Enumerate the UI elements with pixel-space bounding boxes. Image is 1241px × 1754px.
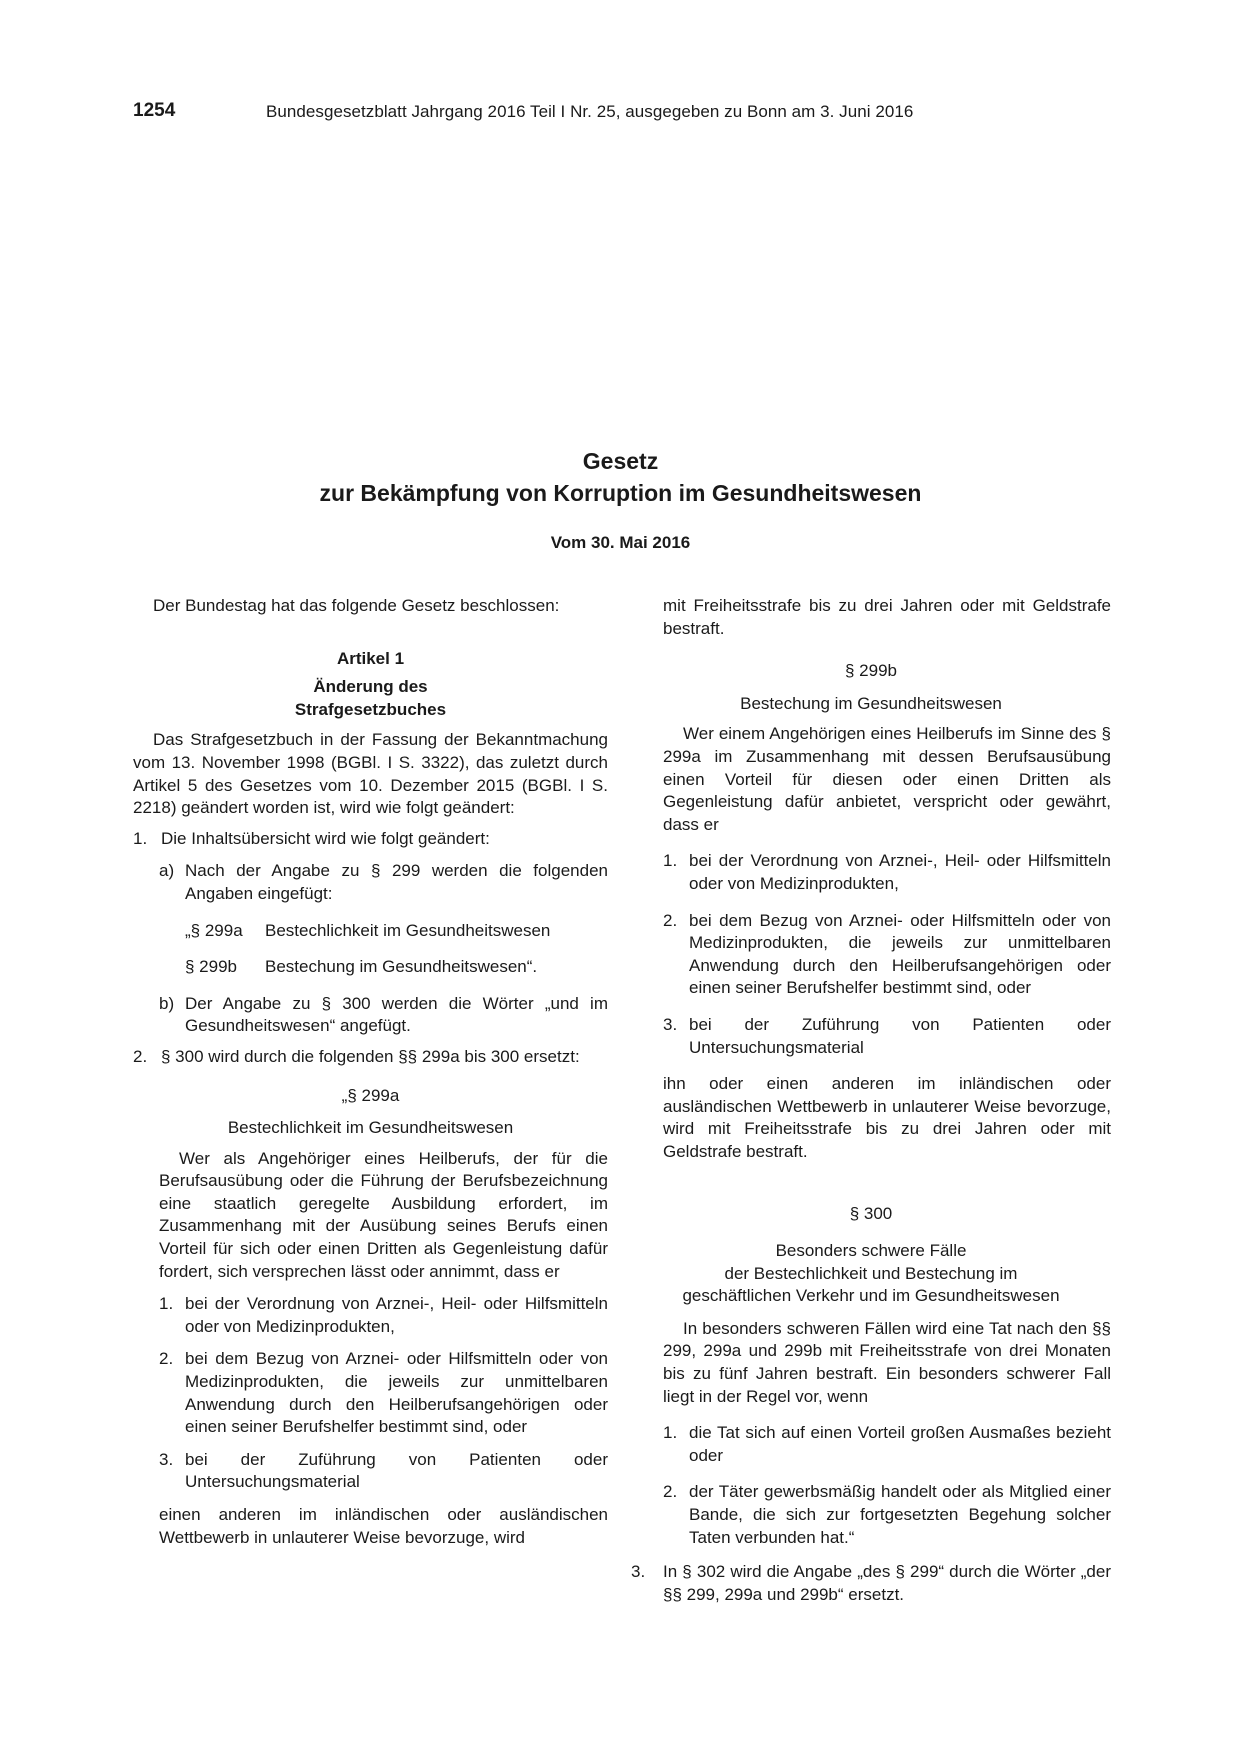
section-300-label: § 300 <box>849 1204 893 1224</box>
section-300-title-line2: der Bestechlichkeit und Bestechung im <box>724 1263 1018 1283</box>
item-text: bei der Zuführung von Patienten oder Untersuchungsmaterial <box>689 1014 1111 1057</box>
item-number: 3. <box>663 1014 678 1034</box>
title-block <box>0 445 1241 553</box>
item-text: Nach der Angabe zu § 299 werden die folgenden Angaben eingefügt: <box>185 861 608 903</box>
list-item <box>133 860 608 905</box>
section-300-text: In besonders schweren Fällen wird eine Tat nach den §§ 299, 299a und 299b mit Freiheitsstrafe von drei Monaten bis zu fünf Jahren bestraft. Ein besonders schwerer Fall liegt in der Regel vor, wenn <box>663 1318 1111 1406</box>
item-text: die Tat sich auf einen Vorteil großen Ausmaßes bezieht oder <box>689 1423 1111 1465</box>
law-subtitle: zur Bekämpfung von Korruption im Gesundheitswesen <box>319 480 922 506</box>
section-300-title-line3: geschäftlichen Verkehr und im Gesundheitswesen <box>682 1286 1060 1306</box>
list-item <box>133 828 608 851</box>
item-number: b) <box>159 993 175 1013</box>
item-number: 1. <box>663 851 678 871</box>
law-title: Gesetz <box>582 448 659 474</box>
toc-entry <box>133 920 608 943</box>
item-number: 1. <box>133 828 148 848</box>
left-column <box>133 595 608 1549</box>
section-299b-title: Bestechung im Gesundheitswesen <box>740 693 1002 713</box>
item-text: der Täter gewerbsmäßig handelt oder als Mitglied einer Bande, die sich zur fortgesetzten Begehung solcher Taten verbunden hat.“ <box>689 1482 1111 1547</box>
item-text: § 300 wird durch die folgenden §§ 299a bis 300 ersetzt: <box>161 1046 580 1066</box>
item-number: 3. <box>631 1562 646 1582</box>
list-item <box>631 850 1111 895</box>
item-number: a) <box>159 861 175 881</box>
section-299a-title: Bestechlichkeit im Gesundheitswesen <box>227 1118 514 1138</box>
toc-entry-title: Bestechlichkeit im Gesundheitswesen <box>265 920 551 940</box>
toc-entry-title: Bestechung im Gesundheitswesen“. <box>265 957 538 977</box>
list-item <box>133 1046 608 1069</box>
section-299a-closing: einen anderen im inländischen oder ausländischen Wettbewerb in unlauterer Weise bevorzuge, wird <box>159 1505 608 1547</box>
law-date: Vom 30. Mai 2016 <box>550 533 691 552</box>
item-text: bei dem Bezug von Arznei- oder Hilfsmitteln oder von Medizinprodukten, die jeweils zur unmittelbaren Anwendung durch den Heilberufsangehörigen oder einen seiner Berufshelfer bestimmt sind, oder <box>185 1349 608 1437</box>
item-number: 1. <box>159 1294 174 1314</box>
list-item <box>133 1293 608 1338</box>
list-item <box>631 1481 1111 1549</box>
item-text: bei der Zuführung von Patienten oder Untersuchungsmaterial <box>185 1449 608 1492</box>
list-item <box>133 993 608 1038</box>
list-item <box>631 910 1111 1000</box>
item-number: 1. <box>663 1423 678 1443</box>
toc-entry-code: „§ 299a <box>185 920 243 940</box>
section-299b-label: § 299b <box>845 661 897 681</box>
article-intro: Das Strafgesetzbuch in der Fassung der Bekanntmachung vom 13. November 1998 (BGBl. I S. 3322), das zuletzt durch Artikel 5 des Gesetzes vom 10. Dezember 2015 (BGBl. I S. 2218) geändert worden ist, wird wie folgt geändert: <box>133 730 608 818</box>
section-299b-text: Wer einem Angehörigen eines Heilberufs im Sinne des § 299a im Zusammenhang mit dessen Berufsausübung einen Vorteil für diesen oder einen Dritten als Gegenleistung dafür anbietet, verspricht oder gewährt, dass er <box>663 724 1111 834</box>
section-300-title-line1: Besonders schwere Fälle <box>775 1241 967 1261</box>
section-299a-text: Wer als Angehöriger eines Heilberufs, der für die Berufsausübung oder die Führung der Berufsbezeichnung eine staatlich geregelte Ausbildung erfordert, im Zusammenhang mit der Ausübung seines Berufs einen Vorteil für sich oder einen Dritten als Gegenleistung dafür fordert, sich versprechen lässt oder annimmt, dass er <box>159 1148 608 1281</box>
list-item <box>133 1348 608 1438</box>
item-text: Der Angabe zu § 300 werden die Wörter „und im Gesundheitswesen“ angefügt. <box>185 993 608 1036</box>
item-text: Die Inhaltsübersicht wird wie folgt geändert: <box>161 828 490 848</box>
list-item <box>631 1561 1111 1606</box>
toc-entry-code: § 299b <box>185 957 237 977</box>
item-number: 3. <box>159 1449 174 1469</box>
item-number: 2. <box>133 1046 148 1066</box>
item-number: 2. <box>663 1482 678 1502</box>
section-299a-label: „§ 299a <box>341 1085 400 1105</box>
running-head: Bundesgesetzblatt Jahrgang 2016 Teil I Nr. 25, ausgegeben zu Bonn am 3. Juni 2016 <box>266 102 914 121</box>
page-number: 1254 <box>133 100 176 121</box>
list-item <box>631 1422 1111 1467</box>
item-number: 2. <box>159 1349 174 1369</box>
article-label: Artikel 1 <box>336 648 405 668</box>
toc-entry <box>133 956 608 979</box>
section-299b-closing: ihn oder einen anderen im inländischen oder ausländischen Wettbewerb in unlauterer Weise bevorzuge, wird mit Freiheitsstrafe bis zu drei Jahren oder mit Geldstrafe bestraft. <box>663 1074 1111 1161</box>
enactment-clause: Der Bundestag hat das folgende Gesetz beschlossen: <box>153 596 560 615</box>
continuation-text: mit Freiheitsstrafe bis zu drei Jahren oder mit Geldstrafe bestraft. <box>663 596 1111 638</box>
item-number: 2. <box>663 910 678 930</box>
item-text: bei dem Bezug von Arznei- oder Hilfsmitteln oder von Medizinprodukten, die jeweils zur unmittelbaren Anwendung durch den Heilberufsangehörigen oder einen seiner Berufshelfer bestimmt sind, oder <box>689 910 1111 998</box>
article-title: Änderung des Strafgesetzbuches <box>294 677 447 719</box>
list-item <box>133 1449 608 1494</box>
item-text: bei der Verordnung von Arznei-, Heil- oder Hilfsmitteln oder von Medizinprodukten, <box>185 1294 608 1336</box>
item-text: In § 302 wird die Angabe „des § 299“ durch die Wörter „der §§ 299, 299a und 299b“ ersetzt. <box>663 1562 1111 1604</box>
item-text: bei der Verordnung von Arznei-, Heil- oder Hilfsmitteln oder von Medizinprodukten, <box>689 851 1111 893</box>
right-column <box>631 595 1111 1606</box>
list-item <box>631 1014 1111 1059</box>
